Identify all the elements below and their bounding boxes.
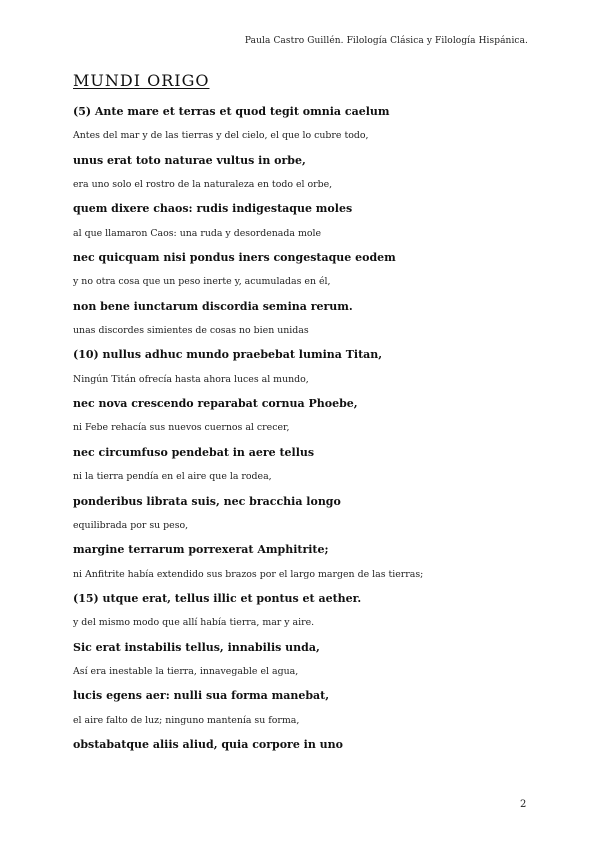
spanish-translation-line: era uno solo el rostro de la naturaleza en todo el orbe,	[73, 179, 333, 191]
latin-verse-line: nec circumfuso pendebat in aere tellus	[73, 445, 315, 459]
spanish-translation-line: el aire falto de luz; ninguno mantenía su forma,	[73, 714, 300, 726]
latin-verse-line: (15) utque erat, tellus illic et pontus et aether.	[73, 591, 362, 605]
latin-verse-line: obstabatque aliis aliud, quia corpore in uno	[73, 737, 344, 751]
latin-verse-line: non bene iunctarum discordia semina rerum.	[73, 299, 353, 313]
latin-verse-line: (5) Ante mare et terras et quod tegit omnia caelum	[73, 105, 390, 118]
spanish-translation-line: y no otra cosa que un peso inerte y, acumuladas en él,	[73, 276, 331, 288]
latin-verse-line: nec nova crescendo reparabat cornua Phoebe,	[73, 397, 358, 411]
latin-verse-line: ponderibus librata suis, nec bracchia longo	[73, 494, 341, 508]
spanish-translation-line: Así era inestable la tierra, innavegable el agua,	[73, 665, 299, 677]
verse-lines	[73, 100, 543, 757]
spanish-translation-line: ni Anfitrite había extendido sus brazos por el largo margen de las tierras;	[73, 568, 424, 580]
latin-verse-line: (10) nullus adhuc mundo praebebat lumina Titan,	[73, 348, 383, 362]
page-number: 2	[520, 799, 527, 810]
latin-verse-line: margine terrarum porrexerat Amphitrite;	[73, 543, 329, 557]
spanish-translation-line: ni la tierra pendía en el aire que la rodea,	[73, 471, 272, 483]
latin-verse-line: quem dixere chaos: rudis indigestaque moles	[73, 202, 353, 216]
spanish-translation-line: unas discordes simientes de cosas no bien unidas	[73, 325, 309, 337]
latin-verse-line: lucis egens aer: nulli sua forma manebat,	[73, 689, 330, 703]
running-header: Paula Castro Guillén. Filología Clásica y Filología Hispánica.	[244, 36, 528, 46]
spanish-translation-line: al que llamaron Caos: una ruda y desordenada mole	[73, 227, 322, 239]
latin-verse-line: Sic erat instabilis tellus, innabilis unda,	[73, 640, 320, 654]
section-title: MUNDI ORIGO	[73, 71, 210, 90]
spanish-translation-line: y del mismo modo que allí había tierra, mar y aire.	[73, 617, 315, 629]
spanish-translation-line: Antes del mar y de las tierras y del cielo, el que lo cubre todo,	[73, 130, 369, 142]
spanish-translation-line: Ningún Titán ofrecía hasta ahora luces al mundo,	[73, 373, 309, 385]
latin-verse-line: unus erat toto naturae vultus in orbe,	[73, 153, 306, 167]
latin-verse-line: nec quicquam nisi pondus iners congestaque eodem	[73, 251, 396, 265]
spanish-translation-line: ni Febe rehacía sus nuevos cuernos al crecer,	[73, 422, 290, 434]
spanish-translation-line: equilibrada por su peso,	[73, 519, 189, 531]
